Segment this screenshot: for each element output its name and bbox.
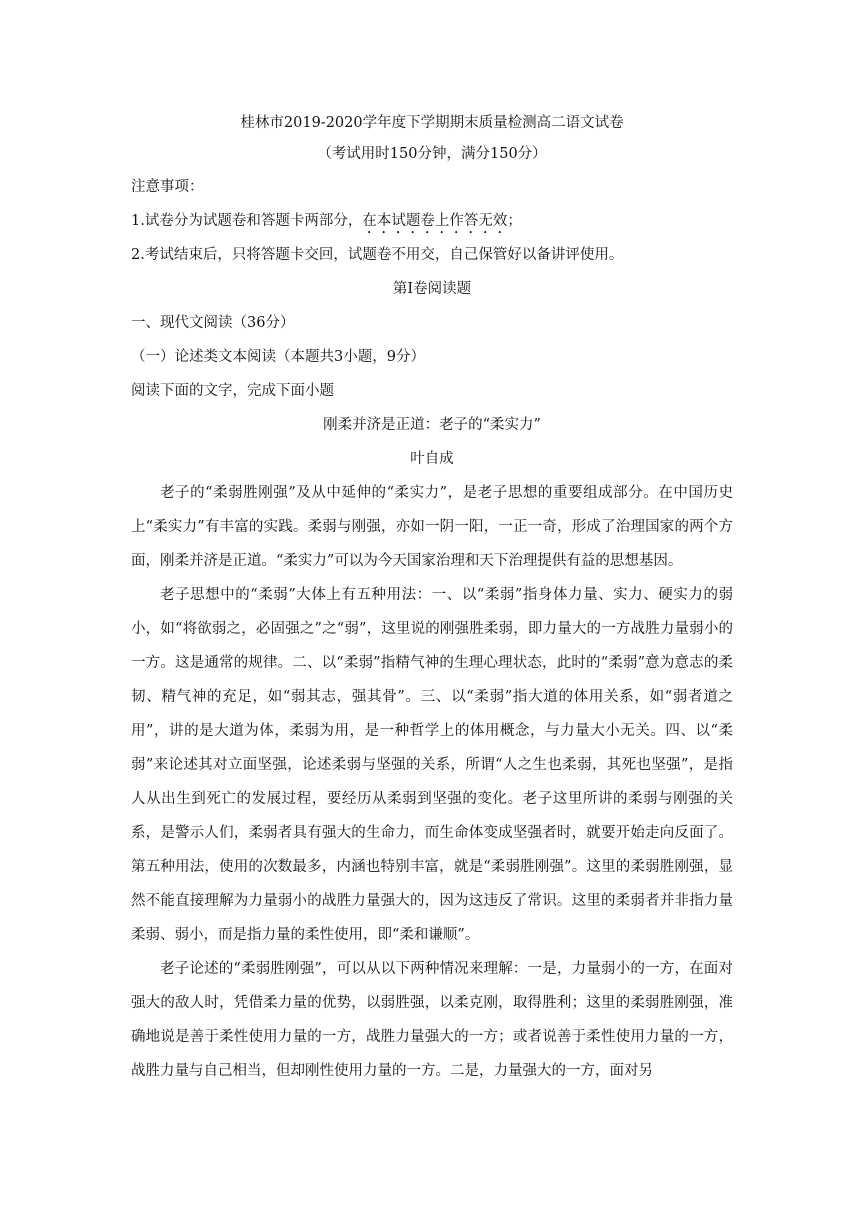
reading-instruction: 阅读下面的文字，完成下面小题 [131,383,334,399]
note-item-1-emphasis: 在本试题卷上作答无效 [362,213,508,229]
section-title: 一、现代文阅读（36分） [131,315,295,331]
article-author: 叶自成 [410,451,454,467]
volume-title: 第Ⅰ卷阅读题 [392,281,472,297]
note-item-1 [131,204,733,238]
exam-page [131,108,733,1088]
note-item-1-suffix: ； [507,213,522,229]
note-item-1-prefix: 1.试卷分为试题卷和答题卡两部分， [131,213,363,229]
notes-heading: 注意事项： [131,179,204,195]
article-title: 刚柔并济是正道：老子的“柔实力” [323,417,541,433]
exam-title: 桂林市2019-2020学年度下学期期末质量检测高二语文试卷 [240,115,624,131]
article-paragraph: 老子思想中的“柔弱”大体上有五种用法：一、以“柔弱”指身体力量、实力、硬实力的弱小，如“将欲弱之，必固强之”之“弱”，这里说的刚强胜柔弱，即力量大的一方战胜力量弱小的一方。这是通常的规律。二、以“柔弱”指精气神的生理心理状态，此时的“柔弱”意为意志的柔韧、精气神的充足，如“弱其志，强其骨”。三、以“柔弱”指大道的体用关系，如“弱者道之用”，讲的是大道为体，柔弱为用，是一种哲学上的体用概念，与力量大小无关。四、以“柔弱”来论述其对立面坚强，论述柔弱与坚强的关系，所谓“人之生也柔弱，其死也坚强”，是指人从出生到死亡的发展过程，要经历从柔弱到坚强的变化。老子这里所讲的柔弱与刚强的关系，是警示人们，柔弱者具有强大的生命力，而生命体变成坚强者时，就要开始走向反面了。第五种用法，使用的次数最多，内涵也特别丰富，就是“柔弱胜刚强”。这里的柔弱胜刚强，显然不能直接理解为力量弱小的战胜力量强大的，因为这违反了常识。这里的柔弱者并非指力量柔弱、弱小，而是指力量的柔性使用，即“柔和谦顺”。 [131,587,733,943]
subsection-title: （一）论述类文本阅读（本题共3小题，9分） [131,349,425,365]
note-item-2: 2.考试结束后，只将答题卡交回，试题卷不用交，自己保管好以备讲评使用。 [131,247,624,263]
article-paragraph: 老子的“柔弱胜刚强”及从中延伸的“柔实力”，是老子思想的重要组成部分。在中国历史上“柔实力”有丰富的实践。柔弱与刚强，亦如一阴一阳，一正一奇，形成了治理国家的两个方面，刚柔并济是正道。“柔实力”可以为今天国家治理和天下治理提供有益的思想基因。 [131,485,733,569]
exam-subtitle: （考试用时150分钟，满分150分） [317,146,547,162]
article-paragraph: 老子论述的“柔弱胜刚强”，可以从以下两种情况来理解：一是，力量弱小的一方，在面对强大的敌人时，凭借柔力量的优势，以弱胜强，以柔克刚，取得胜利；这里的柔弱胜刚强，准确地说是善于柔性使用力量的一方，战胜力量强大的一方；或者说善于柔性使用力量的一方，战胜力量与自己相当，但却刚性使用力量的一方。二是，力量强大的一方，面对另 [131,961,733,1079]
